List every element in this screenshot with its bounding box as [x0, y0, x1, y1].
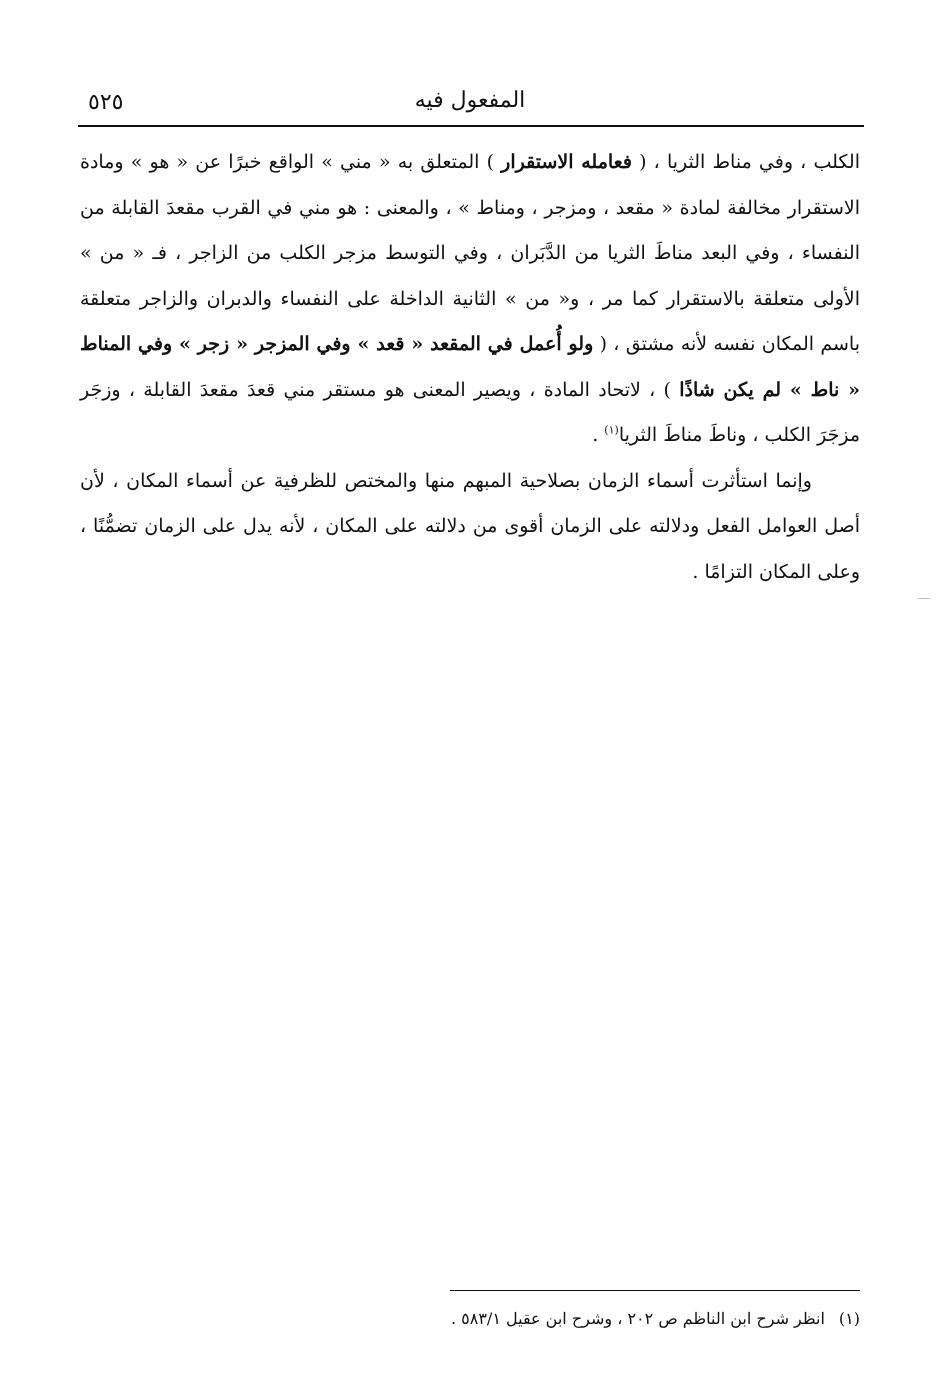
- running-header: [80, 88, 860, 128]
- paragraph-1-part-5: ) ، لاتحاد المادة ، ويصير المعنى هو مستقر مني قعدَ مقعدَ القابلة ، وزجَر مزجَرَ الكلب ، وناطَ مناطَ الثريا: [80, 378, 860, 446]
- paragraph-1-bold-2: ولو أُعمل في المقعد « قعد » وفي المزجر « زجر » وفي المناط « ناط » لم يكن شاذًا: [80, 333, 860, 401]
- paragraph-1-part-3: ) المتعلق به « مني » الواقع خبرًا عن « هو » ومادة الاستقرار مخالفة لمادة « مقعد ، ومزجر ، ومناط » ، والمعنى : هو مني في القرب مقعدَ القابلة من النفساء ، وفي البعد مناطَ الثريا من الدَّبَران ، وفي التوسط مزجر الكلب من الزاجر ، فـ « من » الأولى متعلقة بالاستقرار كما مر ، و« من » الثانية الداخلة على النفساء والدبران والزاجر متعلقة باسم المكان نفسه لأنه مشتق ، (: [80, 151, 860, 355]
- header-rule: [78, 125, 864, 127]
- paragraph-1-bold-1: فعامله الاستقرار: [501, 151, 632, 173]
- paragraph-1-part-1: الكلب ، وفي مناط الثريا ، (: [631, 151, 860, 173]
- paragraph-1-part-6: .: [592, 424, 605, 446]
- scan-mark: [918, 598, 930, 599]
- page-number: ٥٢٥: [88, 90, 124, 115]
- paragraph-1: [80, 140, 860, 459]
- footnote-text: انظر شرح ابن الناظم ص ٢٠٢ ، وشرح ابن عقيل ٥٨٣/١ .: [450, 1309, 825, 1328]
- footnote: [80, 1307, 860, 1331]
- page-title: المفعول فيه: [414, 88, 526, 113]
- paragraph-2: وإنما استأثرت أسماء الزمان بصلاحية المبهم منها والمختص للظرفية عن أسماء المكان ، لأن أصل العوامل الفعل ودلالته على الزمان أقوى من دلالته على المكان ، لأنه يدل على الزمان تضمُّنًا ، وعلى المكان التزامًا .: [80, 469, 860, 583]
- footnote-marker: (١): [838, 1309, 860, 1328]
- body-text: [80, 140, 860, 595]
- footnote-reference[interactable]: (١): [604, 423, 619, 437]
- footnote-rule: [450, 1290, 860, 1291]
